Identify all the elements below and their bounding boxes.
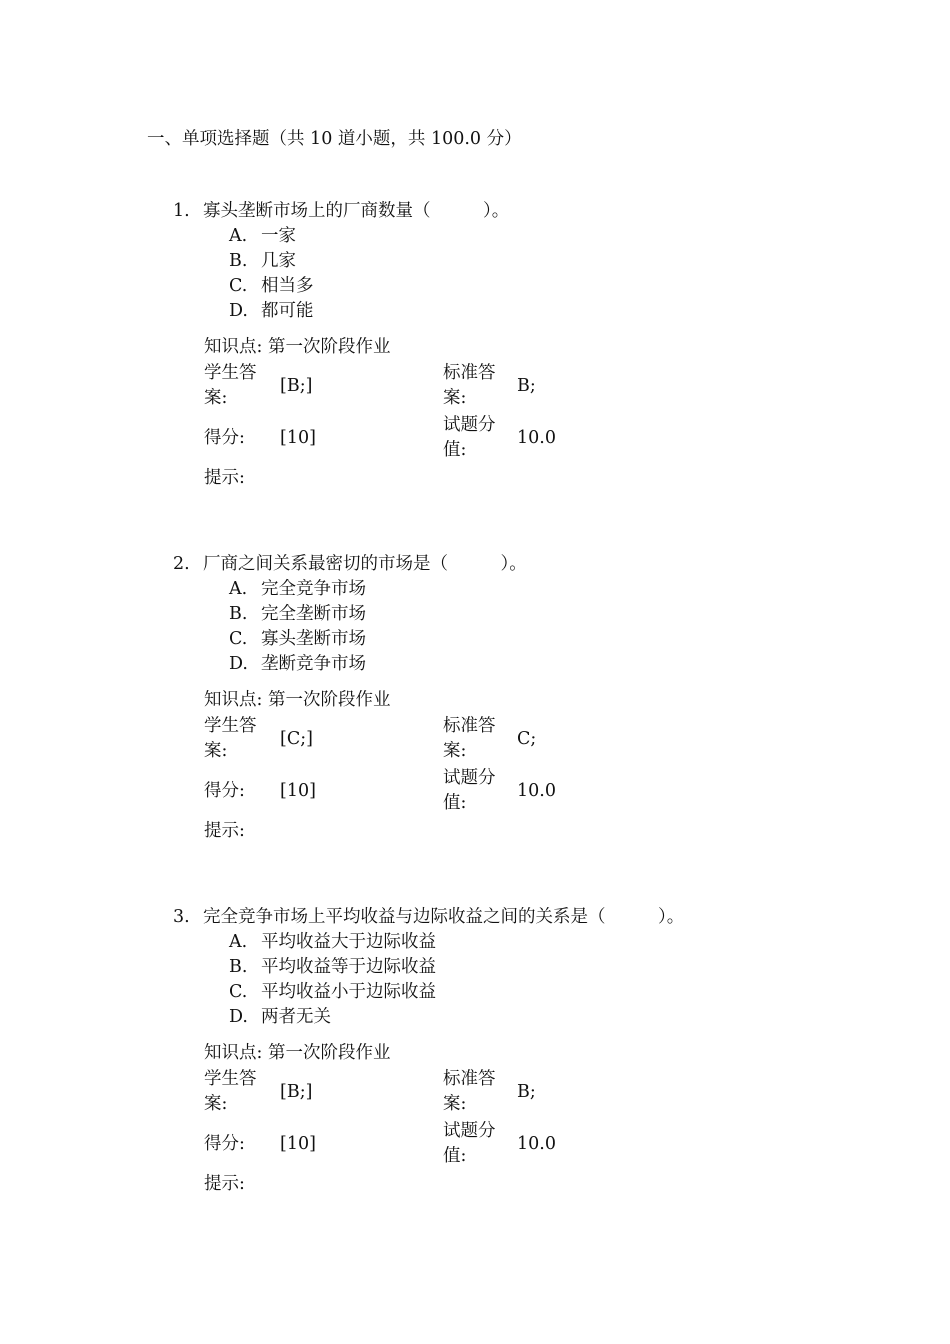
option-letter: B. [229, 957, 248, 977]
label-line: 案: [204, 388, 228, 408]
student-answer-value: [B;] [280, 376, 313, 396]
hint [204, 466, 245, 491]
question-text: 完全竞争市场上平均收益与边际收益之间的关系是（ ）。 [203, 907, 685, 927]
knowledge-point-label: 知识点: [204, 337, 263, 357]
student-answer-value: [C;] [280, 729, 313, 749]
label-line: 试题分 [443, 1121, 496, 1141]
hint-label: 提示: [204, 1174, 245, 1194]
option-b [229, 602, 366, 627]
student-answer-label [204, 1067, 262, 1117]
label-line: 案: [204, 741, 228, 761]
score-label: 得分: [204, 428, 245, 448]
option-list [229, 224, 314, 324]
label-line: 值: [443, 1146, 467, 1166]
question-value-label [443, 1119, 501, 1169]
knowledge-point [204, 688, 390, 713]
question-stem [173, 199, 509, 224]
option-text: 一家 [261, 226, 296, 246]
option-text: 平均收益小于边际收益 [261, 982, 436, 1002]
label-line: 值: [443, 793, 467, 813]
option-text: 完全竞争市场 [261, 579, 366, 599]
hint [204, 819, 245, 844]
option-letter: B. [229, 251, 248, 271]
label-line: 试题分 [443, 768, 496, 788]
label-line: 学生答 [204, 363, 257, 383]
label-line: 学生答 [204, 1069, 257, 1089]
option-text: 寡头垄断市场 [261, 629, 366, 649]
label-line: 案: [443, 1094, 467, 1114]
knowledge-point [204, 1041, 390, 1066]
option-text: 垄断竞争市场 [261, 654, 366, 674]
question-stem [173, 905, 684, 930]
option-d [229, 652, 366, 677]
knowledge-point-value: 第一次阶段作业 [267, 1043, 391, 1063]
option-text: 两者无关 [261, 1007, 331, 1027]
option-text: 完全垄断市场 [261, 604, 366, 624]
knowledge-point-label: 知识点: [204, 1043, 263, 1063]
option-text: 都可能 [261, 301, 314, 321]
option-letter: B. [229, 604, 248, 624]
option-b [229, 249, 314, 274]
question-text: 厂商之间关系最密切的市场是（ ）。 [203, 554, 527, 574]
question-value: 10.0 [517, 1134, 556, 1154]
hint-label: 提示: [204, 468, 245, 488]
option-letter: C. [229, 629, 248, 649]
score-value: [10] [280, 781, 316, 801]
question-1 [0, 199, 950, 539]
question-number: 1. [173, 201, 190, 221]
standard-answer-label [443, 361, 501, 411]
option-list [229, 577, 366, 677]
knowledge-point-value: 第一次阶段作业 [267, 337, 391, 357]
label-line: 案: [204, 1094, 228, 1114]
score-label: 得分: [204, 1134, 245, 1154]
standard-answer-value: B; [517, 376, 536, 396]
option-letter: D. [229, 1007, 248, 1027]
hint-label: 提示: [204, 821, 245, 841]
label-line: 试题分 [443, 415, 496, 435]
option-c [229, 274, 314, 299]
question-stem [173, 552, 527, 577]
student-answer-value: [B;] [280, 1082, 313, 1102]
score-label: 得分: [204, 781, 245, 801]
option-d [229, 1005, 436, 1030]
standard-answer-value: B; [517, 1082, 536, 1102]
question-2 [0, 552, 950, 892]
knowledge-point [204, 335, 390, 360]
option-a [229, 224, 314, 249]
option-letter: D. [229, 654, 248, 674]
option-b [229, 955, 436, 980]
question-value: 10.0 [517, 781, 556, 801]
question-3 [0, 905, 950, 1245]
option-letter: C. [229, 276, 248, 296]
section-heading: 一、单项选择题（共 10 道小题，共 100.0 分） [147, 129, 522, 149]
option-letter: A. [229, 226, 248, 246]
option-a [229, 930, 436, 955]
option-text: 平均收益等于边际收益 [261, 957, 436, 977]
option-c [229, 980, 436, 1005]
standard-answer-value: C; [517, 729, 537, 749]
option-letter: A. [229, 579, 248, 599]
score-value: [10] [280, 1134, 316, 1154]
question-number: 2. [173, 554, 190, 574]
label-line: 学生答 [204, 716, 257, 736]
option-letter: C. [229, 982, 248, 1002]
option-text: 相当多 [261, 276, 314, 296]
option-a [229, 577, 366, 602]
question-value-label [443, 413, 501, 463]
question-value: 10.0 [517, 428, 556, 448]
option-letter: D. [229, 301, 248, 321]
label-line: 案: [443, 741, 467, 761]
question-number: 3. [173, 907, 190, 927]
label-line: 案: [443, 388, 467, 408]
knowledge-point-value: 第一次阶段作业 [267, 690, 391, 710]
option-list [229, 930, 436, 1030]
knowledge-point-label: 知识点: [204, 690, 263, 710]
option-text: 平均收益大于边际收益 [261, 932, 436, 952]
label-line: 值: [443, 440, 467, 460]
question-text: 寡头垄断市场上的厂商数量（ ）。 [203, 201, 510, 221]
question-value-label [443, 766, 501, 816]
label-line: 标准答 [443, 1069, 496, 1089]
score-value: [10] [280, 428, 316, 448]
standard-answer-label [443, 1067, 501, 1117]
label-line: 标准答 [443, 716, 496, 736]
hint [204, 1172, 245, 1197]
option-letter: A. [229, 932, 248, 952]
student-answer-label [204, 714, 262, 764]
option-d [229, 299, 314, 324]
label-line: 标准答 [443, 363, 496, 383]
student-answer-label [204, 361, 262, 411]
option-text: 几家 [261, 251, 296, 271]
option-c [229, 627, 366, 652]
standard-answer-label [443, 714, 501, 764]
